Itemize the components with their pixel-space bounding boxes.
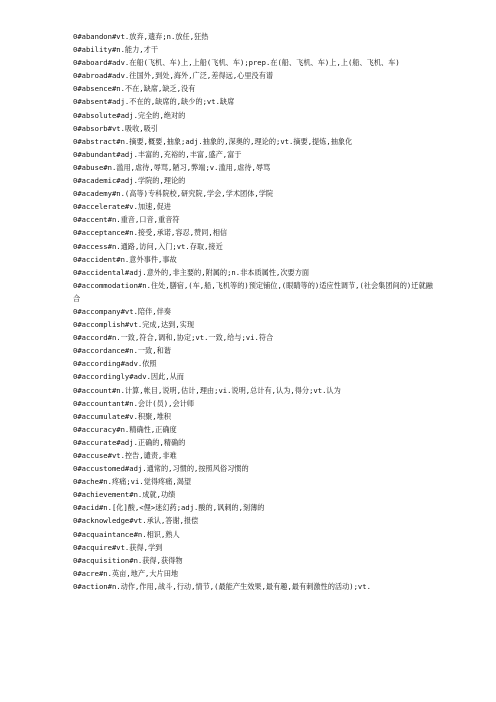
vocabulary-entry: 0#accord#n.一致,符合,调和,协定;vt.一致,给与;vi.符合 (73, 333, 274, 343)
vocabulary-entry: 0#accompany#vt.陪伴,伴奏 (73, 306, 171, 316)
vocabulary-entry: 0#abstract#n.摘要,概要,抽象;adj.抽象的,深奥的,理论的;vt.摘要,提炼,抽象化 (73, 136, 353, 146)
vocabulary-entry: 0#ability#n.能力,才干 (73, 45, 159, 55)
vocabulary-entry: 0#accustomed#adj.通常的,习惯的,按照风俗习惯的 (73, 464, 249, 474)
vocabulary-entry: 0#accordingly#adv.因此,从而 (73, 372, 184, 382)
vocabulary-entry: 0#accommodation#n.住处,膳宿,(车,船,飞机等的)预定铺位,(眼睛等的)适应性调节,(社会集团间的)迁就融合 (73, 280, 433, 303)
vocabulary-entry: 0#acquaintance#n.相识,熟人 (73, 529, 180, 539)
vocabulary-entry: 0#absent#adj.不在的,缺席的,缺少的;vt.缺席 (73, 97, 235, 107)
vocabulary-entry: 0#aboard#adv.在船(飞机、车)上,上船(飞机、车);prep.在(船、飞机、车)上,上(船、飞机、车) (73, 58, 400, 68)
vocabulary-entry: 0#accuracy#n.精确性,正确度 (73, 424, 177, 434)
vocabulary-entry: 0#accomplish#vt.完成,达到,实现 (73, 320, 195, 330)
vocabulary-entry: 0#abuse#n.滥用,虐待,辱骂,陋习,弊端;v.滥用,虐待,辱骂 (73, 162, 271, 172)
vocabulary-entry: 0#abandon#vt.放弃,遗弃;n.放任,狂热 (73, 32, 209, 41)
vocabulary-entry: 0#abundant#adj.丰富的,充裕的,丰富,盛产,富于 (73, 149, 242, 159)
vocabulary-entry: 0#absence#n.不在,缺席,缺乏,没有 (73, 84, 196, 94)
vocabulary-entry: 0#acknowledge#vt.承认,答谢,报偿 (73, 516, 199, 526)
vocabulary-entry: 0#accumulate#v.积聚,堆积 (73, 411, 171, 421)
vocabulary-entry: 0#absolute#adj.完全的,绝对的 (73, 110, 186, 120)
vocabulary-entry: 0#acid#n.[化]酸,<俚>迷幻药;adj.酸的,讽刺的,刻薄的 (73, 503, 265, 513)
vocabulary-entry: 0#accelerate#v.加速,促进 (73, 202, 171, 212)
vocabulary-entry: 0#ache#n.疼痛;vi.觉得疼痛,渴望 (73, 477, 192, 487)
vocabulary-entry: 0#acre#n.英亩,地产,大片田地 (73, 568, 179, 578)
vocabulary-entry: 0#absorb#vt.吸收,吸引 (73, 123, 159, 133)
vocabulary-entry: 0#according#adv.依照 (73, 359, 157, 369)
vocabulary-entry: 0#accident#n.意外事件,事故 (73, 254, 177, 264)
vocabulary-entry: 0#access#n.通路,访问,入门;vt.存取,接近 (73, 241, 223, 251)
vocabulary-entry: 0#accordance#n.一致,和谐 (73, 346, 171, 356)
vocabulary-entry: 0#achievement#n.成就,功绩 (73, 490, 176, 500)
vocabulary-entry: 0#accountant#n.会计(员),会计师 (73, 398, 195, 408)
vocabulary-entry: 0#action#n.动作,作用,战斗,行动,情节,(最能产生效果,最有趣,最有刺激性的活动);vt. (73, 581, 371, 591)
vocabulary-entry: 0#accuse#vt.控告,谴责,非难 (73, 451, 177, 460)
vocabulary-entry: 0#academic#adj.学院的,理论的 (73, 176, 186, 186)
vocabulary-entry: 0#accidental#adj.意外的,非主要的,附属的;n.非本质属性,次要方面 (73, 267, 310, 277)
vocabulary-entry: 0#accurate#adj.正确的,精确的 (73, 437, 186, 447)
vocabulary-list (73, 30, 433, 593)
vocabulary-entry: 0#acquisition#n.获得,获得物 (73, 555, 183, 565)
vocabulary-entry: 0#academy#n.(高等)专科院校,研究院,学会,学术团体,学院 (73, 189, 274, 199)
vocabulary-entry: 0#abroad#adv.往国外,到处,海外,广泛,差得远,心里没有谱 (73, 71, 274, 81)
vocabulary-entry: 0#account#n.计算,帐目,说明,估计,理由;vi.说明,总计有,认为,得分;vt.认为 (73, 385, 341, 395)
vocabulary-entry: 0#acquire#vt.获得,学到 (73, 542, 163, 552)
vocabulary-entry: 0#accent#n.重音,口音,重音符 (73, 215, 180, 225)
vocabulary-entry: 0#acceptance#n.接受,承诺,容忍,赞同,相信 (73, 228, 228, 238)
